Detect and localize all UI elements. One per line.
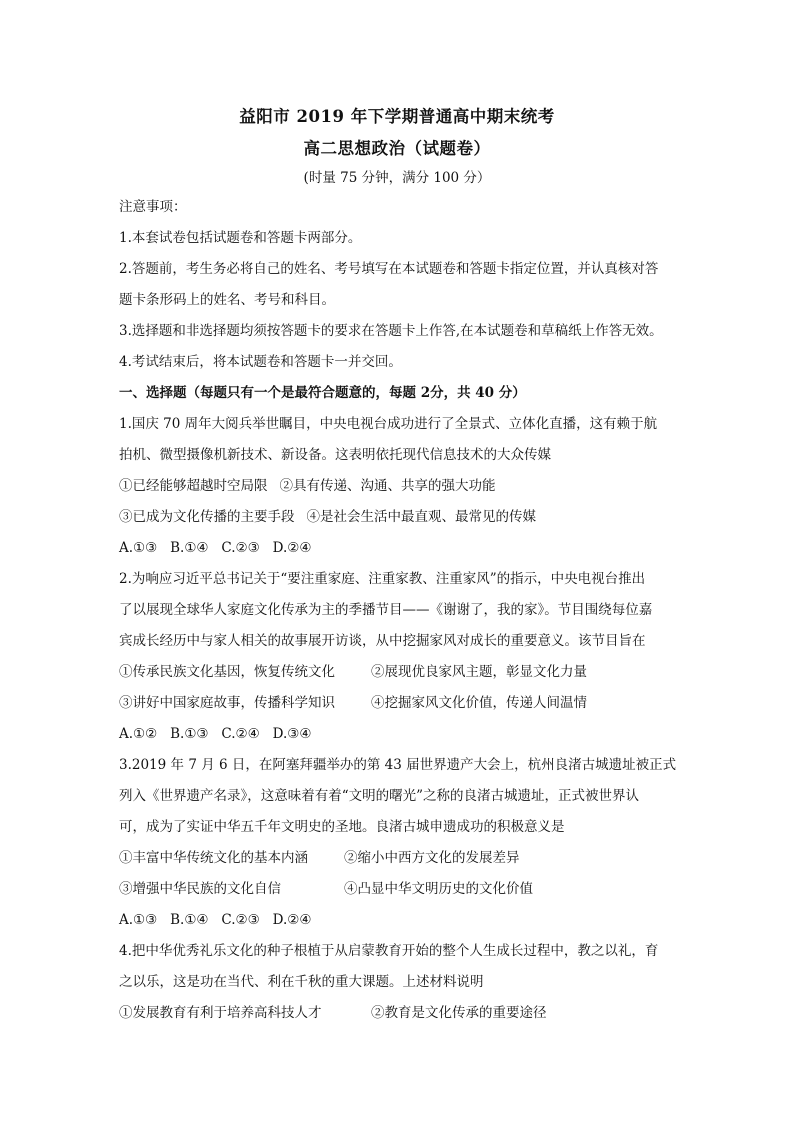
- option-text: ①丰富中华传统文化的基本内涵: [119, 850, 308, 866]
- question-stem-line: 2.为响应习近平总书记关于“要注重家庭、注重家教、注重家风”的指示，中央电视台推出: [119, 571, 646, 587]
- notice-item: 3.选择题和非选择题均须按答题卡的要求在答题卡上作答,在本试题卷和草稿纸上作答无效。: [119, 323, 663, 339]
- notice-item: 题卡条形码上的姓名、考号和科目。: [119, 292, 335, 308]
- option-text: ①已经能够超越时空局限: [119, 478, 268, 494]
- option-row: [119, 662, 680, 682]
- option-text: ③增强中华民族的文化自信: [119, 881, 281, 897]
- notice-heading: 注意事项：: [119, 199, 187, 215]
- question-stem-line: 了以展现全球华人家庭文化传承为主的季播节目——《谢谢了，我的家》。节目围绕每位嘉: [119, 602, 653, 618]
- question-stem-line: 4.把中华优秀礼乐文化的种子根植于从启蒙教育开始的整个人生成长过程中，教之以礼，育: [119, 943, 659, 959]
- question-stem-line: 1.国庆 70 周年大阅兵举世瞩目，中央电视台成功进行了全景式、立体化直播，这有赖于航: [119, 416, 658, 432]
- option-text: ②展现优良家风主题，彰显文化力量: [371, 664, 587, 680]
- section-heading: 一、选择题（每题只有一个是最符合题意的，每题 2分，共 40 分）: [119, 385, 526, 401]
- option-row: [119, 476, 680, 496]
- notice-item: 4.考试结束后，将本试题卷和答题卡一并交回。: [119, 354, 402, 370]
- answer-choices: A.①③ B.①④ C.②③ D.②④: [119, 912, 312, 928]
- exam-subtitle: 高二思想政治（试题卷）: [303, 139, 491, 158]
- option-text: ③讲好中国家庭故事，传播科学知识: [119, 695, 335, 711]
- option-text: ④挖掘家风文化价值，传递人间温情: [371, 695, 587, 711]
- option-text: ②缩小中西方文化的发展差异: [344, 850, 520, 866]
- notice-item: 2.答题前，考生务必将自己的姓名、考号填写在本试题卷和答题卡指定位置，并认真核对答: [119, 261, 659, 277]
- option-row: [119, 879, 680, 899]
- answer-choices: A.①③ B.①④ C.②③ D.②④: [119, 540, 312, 556]
- option-text: ②教育是文化传承的重要途径: [371, 1005, 547, 1021]
- option-text: ④凸显中华文明历史的文化价值: [344, 881, 533, 897]
- option-row: [119, 1003, 680, 1023]
- question-stem-line: 拍机、微型摄像机新技术、新设备。这表明依托现代信息技术的大众传媒: [119, 447, 551, 463]
- exam-title: 益阳市 2019 年下学期普通高中期末统考: [239, 107, 555, 126]
- option-text: ①传承民族文化基因，恢复传统文化: [119, 664, 335, 680]
- option-text: ④是社会生活中最直观、最常见的传媒: [306, 509, 536, 525]
- option-row: [119, 507, 680, 527]
- notice-item: 1.本套试卷包括试题卷和答题卡两部分。: [119, 230, 362, 246]
- option-row: [119, 848, 680, 868]
- answer-choices: A.①② B.①③ C.②④ D.③④: [119, 726, 312, 742]
- question-stem-line: 列入《世界遗产名录》，这意味着有着“文明的曙光”之称的良渚古城遗址，正式被世界认: [119, 788, 640, 804]
- exam-time-info: (时量 75 分钟，满分 100 分）: [303, 170, 491, 186]
- option-row: [119, 693, 680, 713]
- question-stem-line: 宾成长经历中与家人相关的故事展开访谈，从中挖掘家风对成长的重要意义。该节目旨在: [119, 633, 646, 649]
- question-stem-line: 3.2019 年 7 月 6 日，在阿塞拜疆举办的第 43 届世界遗产大会上，杭州良渚古城遗址被正式: [119, 757, 677, 773]
- question-stem-line: 可，成为了实证中华五千年文明史的圣地。良渚古城申遗成功的积极意义是: [119, 819, 565, 835]
- question-stem-line: 之以乐，这是功在当代、利在千秋的重大课题。上述材料说明: [119, 974, 484, 990]
- option-text: ③已成为文化传播的主要手段: [119, 509, 295, 525]
- option-text: ②具有传递、沟通、共享的强大功能: [279, 478, 496, 494]
- option-text: ①发展教育有利于培养高科技人才: [119, 1005, 322, 1021]
